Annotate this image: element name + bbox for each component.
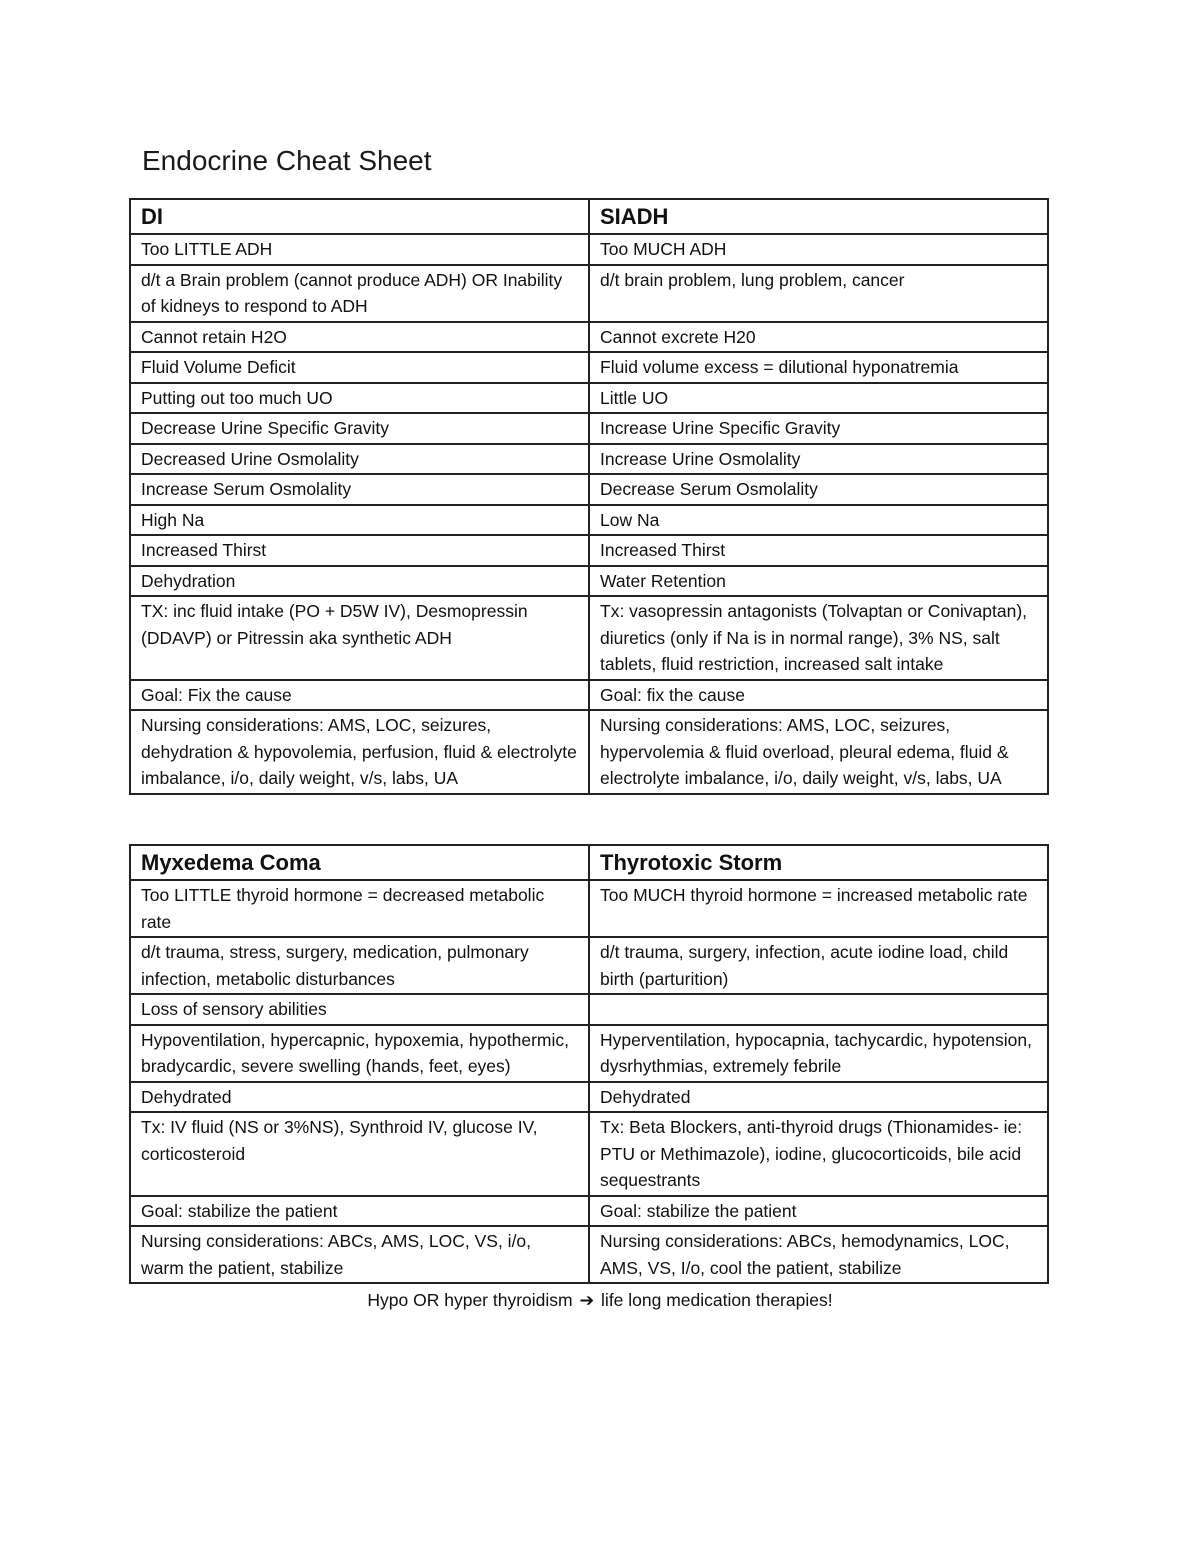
right-cell: Increased Thirst [589,535,1048,566]
footer-right-text: life long medication therapies! [601,1290,833,1310]
left-cell: Increased Thirst [130,535,589,566]
page-title: Endocrine Cheat Sheet [142,145,432,176]
right-cell: Goal: stabilize the patient [589,1196,1048,1227]
left-cell: Goal: stabilize the patient [130,1196,589,1227]
table-row [130,1196,1048,1227]
left-cell: Fluid Volume Deficit [130,352,589,383]
right-arrow-icon: ➔ [579,1290,595,1310]
table-row [130,710,1048,794]
left-cell: Hypoventilation, hypercapnic, hypoxemia, hypothermic, bradycardic, severe swelling (hands, feet, eyes) [130,1025,589,1082]
table-header-row [130,199,1048,234]
right-cell: Too MUCH thyroid hormone = increased metabolic rate [589,880,1048,937]
table-row [130,505,1048,536]
left-cell: Dehydration [130,566,589,597]
right-cell: Nursing considerations: ABCs, hemodynamics, LOC, AMS, VS, I/o, cool the patient, stabilize [589,1226,1048,1283]
left-cell: Goal: Fix the cause [130,680,589,711]
di-siadh-table [129,198,1049,795]
right-cell: Hyperventilation, hypocapnia, tachycardic, hypotension, dysrhythmias, extremely febrile [589,1025,1048,1082]
column-header-di: DI [130,199,589,234]
table-row [130,937,1048,994]
right-cell: d/t trauma, surgery, infection, acute iodine load, child birth (parturition) [589,937,1048,994]
right-cell [589,994,1048,1025]
table-row [130,413,1048,444]
table-row [130,1226,1048,1283]
table-row [130,234,1048,265]
table-row [130,322,1048,353]
table-row [130,535,1048,566]
table-row [130,474,1048,505]
left-cell: d/t a Brain problem (cannot produce ADH) OR Inability of kidneys to respond to ADH [130,265,589,322]
left-cell: Putting out too much UO [130,383,589,414]
right-cell: Fluid volume excess = dilutional hyponatremia [589,352,1048,383]
table-row [130,1112,1048,1196]
table-row [130,444,1048,475]
table-row [130,1082,1048,1113]
left-cell: High Na [130,505,589,536]
table-row [130,265,1048,322]
column-header-myxedema: Myxedema Coma [130,845,589,880]
right-cell: Tx: vasopressin antagonists (Tolvaptan or Conivaptan), diuretics (only if Na is in normal range), 3% NS, salt tablets, fluid restriction, increased salt intake [589,596,1048,680]
table-row [130,994,1048,1025]
left-cell: d/t trauma, stress, surgery, medication, pulmonary infection, metabolic disturbances [130,937,589,994]
right-cell: Little UO [589,383,1048,414]
right-cell: Dehydrated [589,1082,1048,1113]
left-cell: TX: inc fluid intake (PO + D5W IV), Desmopressin (DDAVP) or Pitressin aka synthetic ADH [130,596,589,680]
right-cell: Low Na [589,505,1048,536]
left-cell: Nursing considerations: AMS, LOC, seizures, dehydration & hypovolemia, perfusion, fluid & electrolyte imbalance, i/o, daily weight, v/s, labs, UA [130,710,589,794]
table-row [130,880,1048,937]
left-cell: Nursing considerations: ABCs, AMS, LOC, VS, i/o, warm the patient, stabilize [130,1226,589,1283]
right-cell: Increase Urine Specific Gravity [589,413,1048,444]
table-row [130,1025,1048,1082]
table-row [130,566,1048,597]
left-cell: Loss of sensory abilities [130,994,589,1025]
right-cell: Increase Urine Osmolality [589,444,1048,475]
right-cell: Too MUCH ADH [589,234,1048,265]
table-header-row [130,845,1048,880]
table-row [130,383,1048,414]
table-row [130,680,1048,711]
left-cell: Cannot retain H2O [130,322,589,353]
left-cell: Dehydrated [130,1082,589,1113]
left-cell: Tx: IV fluid (NS or 3%NS), Synthroid IV, glucose IV, corticosteroid [130,1112,589,1196]
left-cell: Too LITTLE ADH [130,234,589,265]
table-row [130,596,1048,680]
footer-left-text: Hypo OR hyper thyroidism [367,1290,573,1310]
footer-note [0,1287,1200,1313]
column-header-thyrotoxic: Thyrotoxic Storm [589,845,1048,880]
myxedema-thyrotoxic-table [129,844,1049,1284]
column-header-siadh: SIADH [589,199,1048,234]
table-row [130,352,1048,383]
right-cell: Cannot excrete H20 [589,322,1048,353]
left-cell: Decreased Urine Osmolality [130,444,589,475]
left-cell: Decrease Urine Specific Gravity [130,413,589,444]
right-cell: Nursing considerations: AMS, LOC, seizures, hypervolemia & fluid overload, pleural edema, fluid & electrolyte imbalance, i/o, daily weight, v/s, labs, UA [589,710,1048,794]
right-cell: Tx: Beta Blockers, anti-thyroid drugs (Thionamides- ie: PTU or Methimazole), iodine, glucocorticoids, bile acid sequestrants [589,1112,1048,1196]
right-cell: d/t brain problem, lung problem, cancer [589,265,1048,322]
right-cell: Water Retention [589,566,1048,597]
right-cell: Decrease Serum Osmolality [589,474,1048,505]
right-cell: Goal: fix the cause [589,680,1048,711]
left-cell: Increase Serum Osmolality [130,474,589,505]
left-cell: Too LITTLE thyroid hormone = decreased metabolic rate [130,880,589,937]
